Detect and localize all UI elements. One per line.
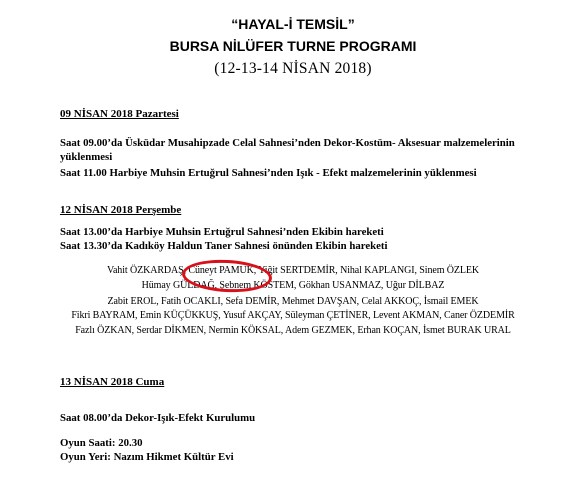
- crew-names-row: Vahit ÖZKARDAŞ, Cüneyt PAMUK, Yiğit SERTDEMİR, Nihal KAPLANGI, Sinem ÖZLEK: [106, 265, 480, 276]
- day-heading-2: 12 NİSAN 2018 Perşembe: [60, 204, 182, 216]
- schedule-line: Saat 13.00’da Harbiye Muhsin Ertuğrul Sahnesi’nden Ekibin hareketi: [60, 226, 384, 238]
- crew-names-row: Fazlı ÖZKAN, Serdar DİKMEN, Nermin KÖKSAL, Adem GEZMEK, Erhan KOÇAN, İsmet BURAK URAL: [75, 325, 511, 336]
- performance-venue: Oyun Yeri: Nazım Hikmet Kültür Evi: [60, 451, 234, 463]
- document-dates: (12-13-14 NİSAN 2018): [214, 60, 372, 77]
- schedule-line: Saat 13.30’da Kadıköy Haldun Taner Sahnesi önünden Ekibin hareketi: [60, 240, 388, 252]
- performance-time: Oyun Saati: 20.30: [60, 437, 143, 449]
- crew-names-row: Fikri BAYRAM, Emin KÜÇÜKKUŞ, Yusuf AKÇAY, Süleyman ÇETİNER, Levent AKMAN, Caner ÖZDEMİR: [71, 310, 515, 321]
- schedule-line: Saat 09.00’da Üsküdar Musahipzade Celal Sahnesi’nden Dekor-Kostüm- Aksesuar malzemelerinin: [60, 137, 515, 149]
- schedule-line: yüklenmesi: [60, 151, 113, 163]
- crew-names-row: Hümay GÜLDAĞ, Şebnem KÖSTEM, Gökhan USANMAZ, Uğur DİLBAZ: [141, 280, 445, 291]
- day-heading-1: 09 NİSAN 2018 Pazartesi: [60, 108, 179, 120]
- schedule-line: Saat 11.00 Harbiye Muhsin Ertuğrul Sahnesi’nden Işık - Efekt malzemelerinin yüklenmesi: [60, 167, 477, 179]
- document-title: “HAYAL-İ TEMSİL”: [231, 16, 355, 32]
- day-heading-3: 13 NİSAN 2018 Cuma: [60, 376, 165, 388]
- crew-names-row: Zabit EROL, Fatih OCAKLI, Sefa DEMİR, Mehmet DAVŞAN, Celal AKKOÇ, İsmail EMEK: [107, 296, 479, 307]
- document-subtitle: BURSA NİLÜFER TURNE PROGRAMI: [169, 38, 417, 54]
- schedule-line: Saat 08.00’da Dekor-Işık-Efekt Kurulumu: [60, 412, 256, 424]
